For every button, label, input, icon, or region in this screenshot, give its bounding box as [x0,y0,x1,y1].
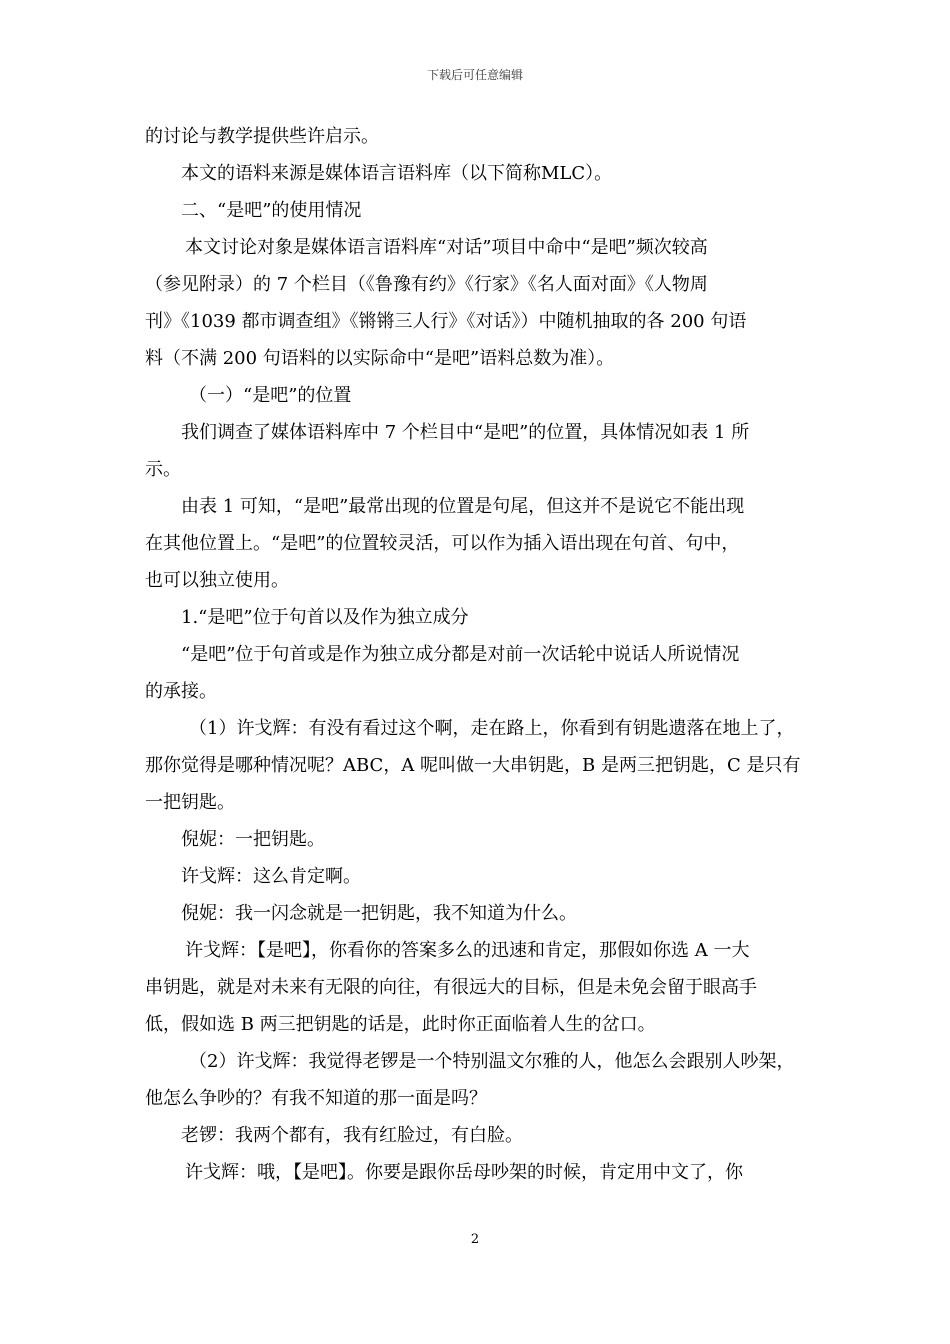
text-line: 我们调查了媒体语料库中 7 个栏目中“是吧”的位置，具体情况如表 1 所 [181,422,750,443]
text-line: “是吧”位于句首或是作为独立成分都是对前一次话轮中说话人所说情况 [181,644,740,665]
subsection-heading: （一）“是吧”的位置 [189,385,352,406]
text-line: 老锣：我两个都有，我有红脸过，有白脸。 [181,1125,523,1146]
text-line: （参见附录）的 7 个栏目（《鲁豫有约》《行家》《名人面对面》《人物周 [145,274,708,295]
text-line: 在其他位置上。“是吧”的位置较灵活，可以作为插入语出现在句首、句中， [145,533,740,554]
text-line: 由表 1 可知，“是吧”最常出现的位置是句尾，但这并不是说它不能出现 [181,496,745,517]
section-heading: 二、“是吧”的使用情况 [181,200,362,221]
text-line: 那你觉得是哪种情况呢？ABC，A 呢叫做一大串钥匙，B 是两三把钥匙，C 是只有 [145,755,801,776]
text-line: 许戈辉：哦，【是吧】。你要是跟你岳母吵架的时候，肯定用中文了，你 [185,1162,743,1183]
text-line: 串钥匙，就是对未来有无限的向往，有很远大的目标，但是未免会留于眼高手 [145,977,757,998]
text-line: 本文的语料来源是媒体语言语料库（以下简称MLC）。 [181,163,613,184]
subsection-heading: 1.“是吧”位于句首以及作为独立成分 [181,607,469,628]
text-line: 本文讨论对象是媒体语言语料库“对话”项目中命中“是吧”频次较高 [185,237,708,258]
text-line: 的讨论与教学提供些许启示。 [145,126,379,147]
text-line: 的承接。 [145,681,217,702]
text-line: 刊》《1039 都市调查组》《锵锵三人行》《对话》）中随机抽取的各 200 句语 [145,311,747,332]
text-line: 许戈辉：【是吧】，你看你的答案多么的迅速和肯定，那假如你选 A 一大 [185,940,750,961]
page-header: 下载后可任意编辑 [426,68,523,82]
text-line: （1）许戈辉：有没有看过这个啊，走在路上，你看到有钥匙遗落在地上了， [189,718,795,739]
text-line: 也可以独立使用。 [145,570,289,591]
text-line: 低，假如选 B 两三把钥匙的话是，此时你正面临着人生的岔口。 [145,1014,656,1035]
text-line: 倪妮：我一闪念就是一把钥匙，我不知道为什么。 [181,903,577,924]
text-line: 料（不满 200 句语料的以实际命中“是吧”语料总数为准）。 [145,348,615,369]
text-line: （2）许戈辉：我觉得老锣是一个特别温文尔雅的人，他怎么会跟别人吵架， [189,1051,795,1072]
text-line: 一把钥匙。 [145,792,235,813]
text-line: 许戈辉：这么肯定啊。 [181,866,361,887]
text-line: 示。 [145,459,181,480]
text-line: 他怎么争吵的？有我不知道的那一面是吗？ [145,1088,487,1109]
text-line: 倪妮：一把钥匙。 [181,829,325,850]
document-body [145,118,809,1191]
page-number: 2 [470,1232,480,1247]
